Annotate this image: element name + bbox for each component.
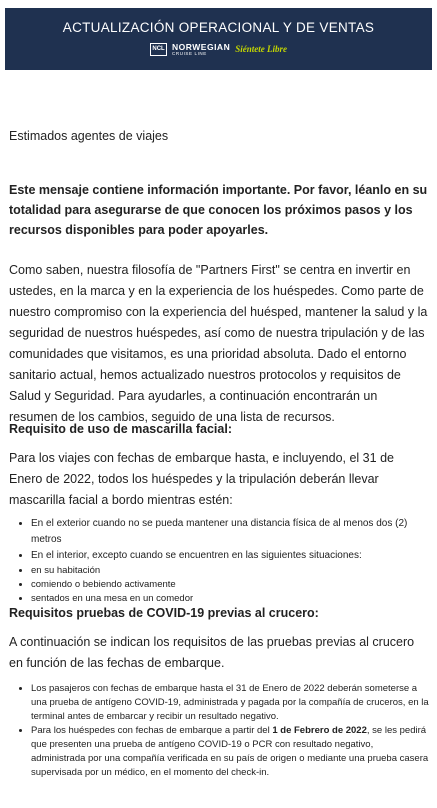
list-item: • en su habitación [31, 564, 429, 578]
list-item: • comiendo o bebiendo activamente [31, 578, 429, 592]
mask-heading: Requisito de uso de mascarilla facial: [9, 422, 232, 436]
covid-heading: Requisitos pruebas de COVID-19 previas al crucero: [9, 606, 319, 620]
list-item: • Los pasajeros con fechas de embarque hasta el 31 de Enero de 2022 deberán someterse a una prueba de antígeno COVID-19, administrada y pagada por la compañía de cruceros, en la terminal antes de embarcar y recibir un resultado negativo. [31, 682, 429, 724]
brand-name: NORWEGIAN [172, 42, 231, 52]
brand-tagline: Siéntete Libre [235, 44, 287, 54]
list-item: • En el exterior cuando no se pueda mantener una distancia física de al menos dos (2) metros [31, 516, 429, 548]
mask-sub-list [5, 564, 429, 606]
brand-logo [5, 42, 432, 56]
mask-bullet-list [5, 516, 429, 564]
header-banner [5, 8, 432, 70]
greeting: Estimados agentes de viajes [9, 129, 169, 143]
bullet-text: Para los huéspedes con fechas de embarque a partir del [31, 725, 273, 736]
list-item: • sentados en una mesa en un comedor [31, 592, 429, 606]
covid-bullet-list [5, 682, 429, 780]
intro-paragraph: Como saben, nuestra filosofía de "Partners First" se centra en invertir en ustedes, en la marca y en la experiencia de los huéspedes. Como parte de nuestro compromiso con la experiencia del huésped, mantener la salud y la seguridad de nuestros huéspedes, así como de nuestra tripulación y de las comunidades que visitamos, es una prioridad absoluta. Dado el entorno sanitario actual, hemos actualizado nuestros protocolos y requisitos de Salud y Seguridad. Para ayudarles, a continuación encontrarán un resumen de los cambios, seguido de una lista de recursos. [9, 263, 428, 424]
important-notice: Este mensaje contiene información importante. Por favor, léanlo en su totalidad para asegurarse de que conocen los próximos pasos y los recursos disponibles para poder apoyarles. [9, 183, 428, 237]
list-item [31, 724, 429, 780]
list-item: • En el interior, excepto cuando se encuentren en las siguientes situaciones: [31, 548, 429, 564]
ncl-logo-icon: NCL [150, 43, 167, 56]
banner-title: ACTUALIZACIÓN OPERACIONAL Y DE VENTAS [62, 20, 375, 35]
brand-subtitle: CRUISE LINE [172, 51, 207, 56]
bullet-text: , se les pedirá que presenten una prueba de antígeno COVID-19 o PCR con resultado negativo, administrada por una compañía verificada en su país de origen o mediante una prueba casera supervisada por un médico, en el momento del check-in. [31, 725, 429, 778]
bullet-date: 1 de Febrero de 2022 [272, 725, 367, 736]
mask-paragraph: Para los viajes con fechas de embarque hasta, e incluyendo, el 31 de Enero de 2022, todos los huéspedes y la tripulación deberán llevar mascarilla facial a bordo mientras estén: [9, 451, 394, 507]
covid-paragraph: A continuación se indican los requisitos de las pruebas previas al crucero en función de las fechas de embarque. [9, 635, 415, 670]
